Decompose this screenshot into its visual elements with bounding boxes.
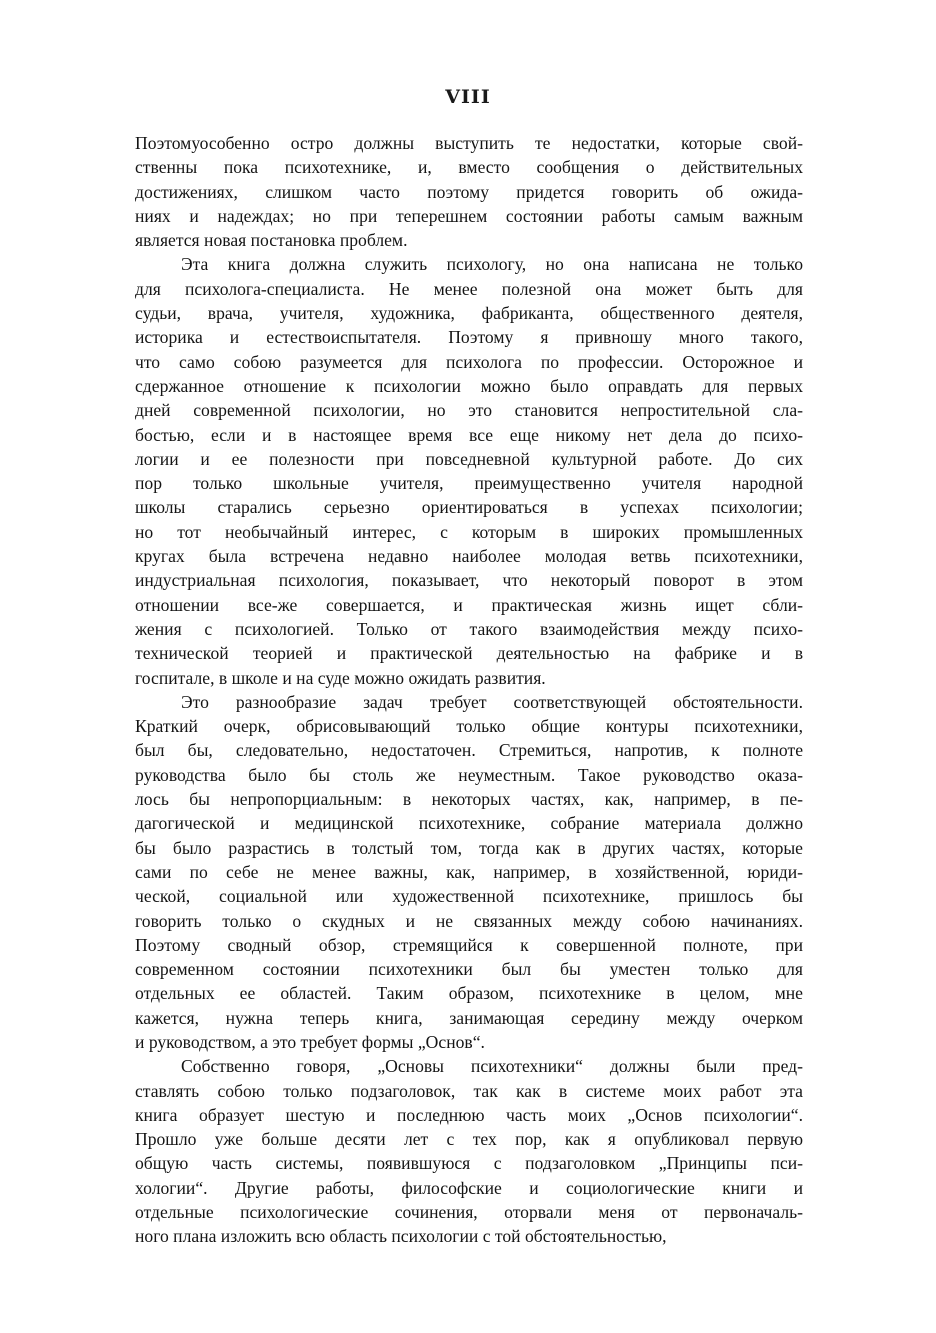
text-line: Краткий очерк, обрисовывающий только общие контуры психотехники,	[135, 716, 803, 737]
text-line: бы было разрастись в толстый том, тогда как в других частях, которые	[135, 837, 803, 858]
paragraph	[135, 131, 803, 252]
text-line: отдельные психологические сочинения, оторвали меня от первоначаль-	[135, 1202, 803, 1223]
text-line: кругах была встречена недавно наиболее молодая ветвь психотехники,	[135, 546, 803, 567]
text-line: Поэтому сводный обзор, стремящийся к совершенной полноте, при	[135, 934, 803, 955]
text-line: Это разнообразие задач требует соответствующей обстоятельности.	[181, 691, 803, 712]
text-line: современном состоянии психотехники был бы уместен только для	[135, 959, 803, 980]
text-line: логии и ее полезности при повседневной культурной работе. До сих	[135, 448, 803, 469]
paragraph	[135, 690, 803, 1054]
text-line: ственны пока психотехнике, и, вместо сообщения о действительных	[135, 157, 803, 178]
text-line: жения с психологией. Только от такого взаимодействия между психо-	[135, 618, 803, 639]
text-line: отдельных ее областей. Таким образом, психотехнике в целом, мне	[135, 983, 803, 1004]
text-line: хологии“. Другие работы, философские и социологические книги и	[135, 1177, 803, 1198]
text-line: Поэтомуособенно остро должны выступить те недостатки, которые свой-	[135, 133, 803, 153]
paragraph	[135, 252, 803, 689]
text-line: лось бы непропорциальным: в некоторых частях, как, например, в пе-	[135, 789, 803, 810]
text-line: что само собою разумеется для психолога по профессии. Осторожное и	[135, 351, 803, 372]
text-line: книга образует шестую и последнюю часть моих „Основ психологии“.	[135, 1104, 803, 1125]
text-line: ческой, социальной или художественной психотехнике, пришлось бы	[135, 886, 803, 907]
text-line: кажется, нужна теперь книга, занимающая середину между очерком	[135, 1007, 803, 1028]
body-text	[135, 131, 803, 1249]
text-line: сами по себе не менее важны, как, например, в хозяйственной, юриди-	[135, 861, 803, 882]
text-line: дагогической и медицинской психотехнике, собрание материала должно	[135, 813, 803, 834]
text-line: и руководством, а это требует формы „Основ“.	[135, 1031, 485, 1052]
text-line: ниях и надеждах; но при теперешнем состоянии работы самым важным	[135, 205, 803, 226]
text-line: госпитале, в школе и на суде можно ожидать развития.	[135, 667, 546, 688]
text-line: судьи, врача, учителя, художника, фабриканта, общественного деятеля,	[135, 303, 803, 324]
text-line: сдержанное отношение к психологии можно было оправдать для первых	[135, 375, 803, 396]
text-line: школы старались серьезно ориентироваться в успехах психологии;	[135, 497, 803, 518]
text-line: Собственно говоря, „Основы психотехники“ должны были пред-	[181, 1056, 803, 1077]
text-line: бостью, если и в настоящее время все еще никому нет дела до психо-	[135, 424, 803, 445]
text-line: Прошло уже больше десяти лет с тех пор, как я опубликовал первую	[135, 1129, 803, 1150]
text-line: индустриальная психология, показывает, что некоторый поворот в этом	[135, 570, 803, 591]
text-line: общую часть системы, появившуюся с подзаголовком „Принципы пси-	[135, 1153, 803, 1174]
text-line: для психолога-специалиста. Не менее полезной она может быть для	[135, 278, 803, 299]
text-line: Эта книга должна служить психологу, но она написана не только	[181, 254, 803, 275]
text-line: но тот необычайный интерес, с которым в широких промышленных	[135, 521, 803, 542]
text-line: отношении все-же совершается, и практическая жизнь ищет сбли-	[135, 594, 803, 615]
text-line: технической теорией и практической деятельностью на фабрике и в	[135, 643, 803, 664]
text-line: является новая постановка проблем.	[135, 230, 408, 251]
text-line: пор только школьные учителя, преимущественно учителя народной	[135, 473, 803, 494]
text-line: говорить только о скудных и не связанных между собою начинаниях.	[135, 910, 803, 931]
text-line: достижениях, слишком часто поэтому придется говорить об ожида-	[135, 181, 803, 202]
text-line: ного плана изложить всю область психологии с той обстоятельностью,	[135, 1226, 667, 1247]
text-line: дней современной психологии, но это становится непростительной сла-	[135, 400, 803, 421]
page-number: VIII	[445, 86, 491, 108]
text-line: историка и естествоиспытателя. Поэтому я привношу много такого,	[135, 327, 803, 348]
paragraph	[135, 1054, 803, 1248]
text-line: руководства было бы столь же неуместным. Такое руководство оказа-	[135, 764, 803, 785]
text-line: ставлять собою только подзаголовок, так как в системе моих работ эта	[135, 1080, 803, 1101]
text-line: был бы, следовательно, недостаточен. Стремиться, напротив, к полноте	[135, 740, 803, 761]
